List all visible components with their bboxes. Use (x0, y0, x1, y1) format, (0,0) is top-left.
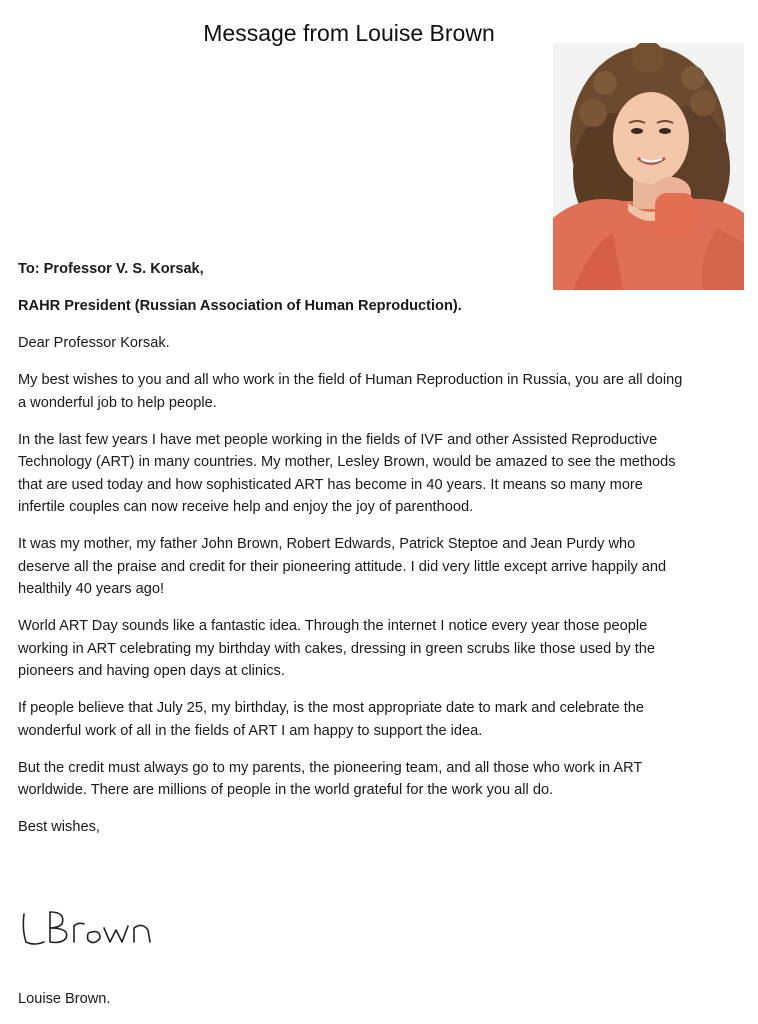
paragraph: My best wishes to you and all who work in the field of Human Reproduction in Russia, you are all doing a wonderful job to help people. (18, 372, 683, 411)
paragraph: In the last few years I have met people working in the fields of IVF and other Assisted Reproductive Technology (ART) in many countries. My mother, Lesley Brown, would be amazed to see the methods that are used today and how sophisticated ART has become in 40 years. It means so many more infertile couples can now receive help and enjoy the joy of parenthood. (18, 431, 676, 515)
organization-line: RAHR President (Russian Association of Human Reproduction). (18, 298, 462, 314)
signature-image (16, 902, 166, 958)
salutation: Dear Professor Korsak. (18, 335, 170, 351)
paragraph: If people believe that July 25, my birthday, is the most appropriate date to mark and celebrate the wonderful work of all in the fields of ART I am happy to support the idea. (18, 700, 644, 739)
closing: Best wishes, (18, 819, 100, 835)
letter-body (18, 258, 688, 853)
page-title: Message from Louise Brown (203, 20, 495, 46)
portrait-image (553, 43, 744, 290)
handwritten-signature (16, 902, 166, 958)
sender-name: Louise Brown. (18, 991, 111, 1007)
paragraph: World ART Day sounds like a fantastic idea. Through the internet I notice every year those people working in ART celebrating my birthday with cakes, dressing in green scrubs like those used by the pioneers and having open days at clinics. (18, 618, 656, 679)
recipient-line: To: Professor V. S. Korsak, (18, 261, 204, 277)
portrait-photo (553, 43, 744, 290)
paragraph: But the credit must always go to my parents, the pioneering team, and all those who work in ART worldwide. There are millions of people in the world grateful for the work you all do. (18, 759, 643, 798)
paragraph: It was my mother, my father John Brown, Robert Edwards, Patrick Steptoe and Jean Purdy who deserve all the praise and credit for their pioneering attitude. I did very little except arrive happily and healthily 40 years ago! (18, 536, 667, 597)
